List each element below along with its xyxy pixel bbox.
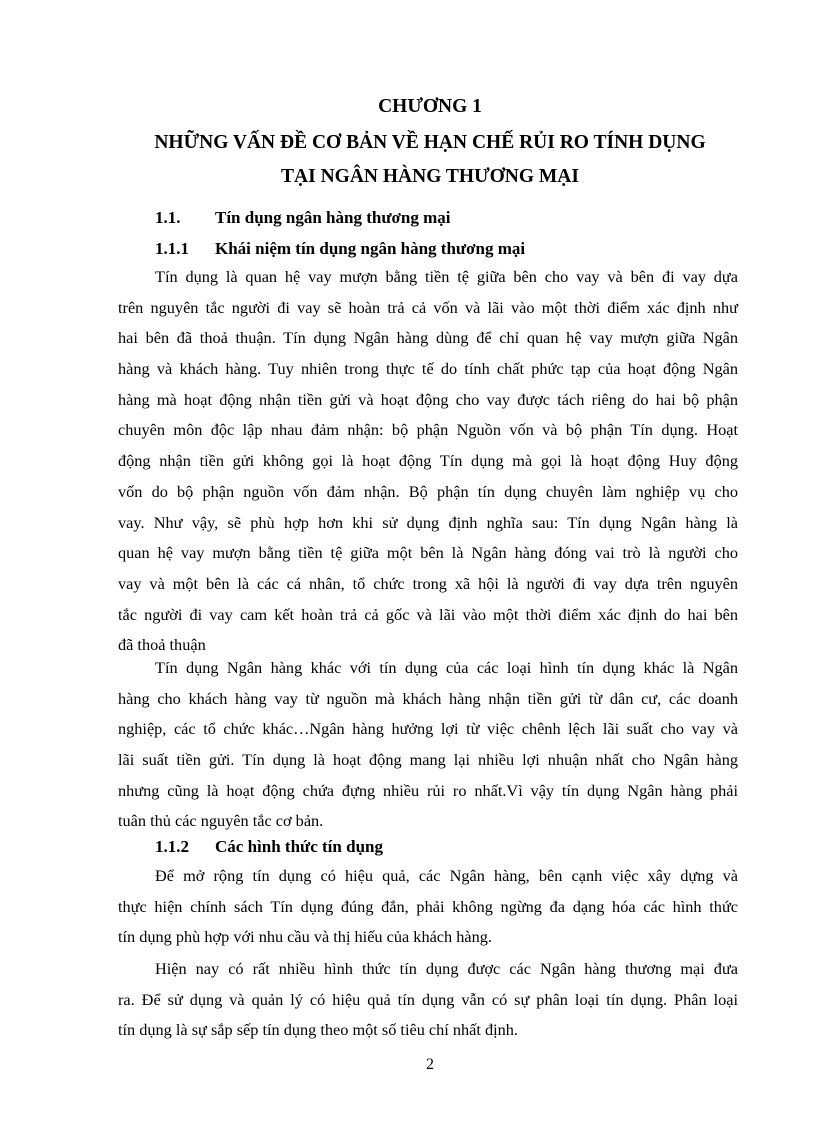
section-number: 1.1.1	[155, 239, 189, 258]
text-line: thực hiện chính sách Tín dụng đúng đắn, phải không ngừng đa dạng hóa các hình thức	[118, 896, 738, 916]
section-title: Tín dụng ngân hàng thương mại	[215, 208, 451, 227]
text-line: tuân thủ các nguyên tắc cơ bản.	[118, 811, 324, 831]
paragraph-difference	[118, 653, 738, 837]
text-line: quan hệ vay mượn bằng tiền tệ giữa một bên là Ngân hàng đóng vai trò là người cho	[118, 543, 738, 563]
text-line: tín dụng là sự sắp sếp tín dụng theo một số tiêu chí nhất định.	[118, 1020, 518, 1040]
text-line: lãi suất tiền gửi. Tín dụng là hoạt động mang lại nhiều lợi nhuận nhất cho Ngân hàng	[118, 750, 738, 770]
section-title: Khái niệm tín dụng ngân hàng thương mại	[215, 239, 526, 258]
chapter-title-line2: TẠI NGÂN HÀNG THƯƠNG MẠI	[281, 166, 579, 187]
section-number: 1.1.2	[155, 837, 189, 856]
text-line: đã thoả thuận	[118, 635, 206, 655]
section-title: Các hình thức tín dụng	[215, 837, 383, 856]
text-line: vốn do bộ phận nguồn vốn đảm nhận. Bộ phận tín dụng chuyên làm nghiệp vụ cho	[118, 481, 738, 501]
text-line: nghiệp, các tổ chức khác…Ngân hàng hưởng lợi từ việc chênh lệch lãi suất cho vay và	[118, 719, 738, 739]
text-line: hàng mà hoạt động nhận tiền gửi và hoạt động cho vay được tách riêng do hai bộ phận	[118, 389, 738, 409]
text-line: tín dụng phù hợp với nhu cầu và thị hiếu của khách hàng.	[118, 927, 492, 947]
text-line: ra. Để sử dụng và quản lý có hiệu quả tín dụng vẫn có sự phân loại tín dụng. Phân loại	[118, 989, 738, 1009]
text-line: Tín dụng Ngân hàng khác với tín dụng của các loại hình tín dụng khác là Ngân	[155, 658, 738, 677]
text-line: vay. Như vậy, sẽ phù hợp hơn khi sử dụng định nghĩa sau: Tín dụng Ngân hàng là	[118, 512, 738, 532]
page-number: 2	[426, 1056, 434, 1073]
text-line: Hiện nay có rất nhiều hình thức tín dụng được các Ngân hàng thương mại đưa	[155, 959, 738, 978]
text-line: vay và một bên là các cá nhân, tổ chức trong xã hội là người đi vay dựa trên nguyên	[118, 573, 738, 593]
text-line: hàng và khách hàng. Tuy nhiên trong thực tế do tính chất phức tạp của hoạt động Ngân	[118, 359, 738, 379]
chapter-label: CHƯƠNG 1	[378, 96, 482, 117]
text-line: động nhận tiền gửi không gọi là hoạt động Tín dụng mà gọi là hoạt động Huy động	[118, 451, 738, 471]
text-line: Để mở rộng tín dụng có hiệu quả, các Ngân hàng, bên cạnh việc xây dựng và	[155, 866, 738, 885]
text-line: hàng cho khách hàng vay từ nguồn mà khách hàng nhận tiền gửi từ dân cư, các doanh	[118, 688, 738, 708]
section-number: 1.1.	[155, 208, 181, 227]
paragraph-forms	[118, 954, 738, 1046]
text-line: trên nguyên tắc người đi vay sẽ hoàn trả cả vốn và lãi vào một thời điểm xác định như	[118, 297, 738, 317]
text-line: Tín dụng là quan hệ vay mượn bằng tiền tệ giữa bên cho vay và bên đi vay dựa	[155, 267, 738, 286]
text-line: tắc người đi vay cam kết hoàn trả cả gốc và lãi vào một thời điểm xác định do hai bên	[118, 604, 738, 624]
paragraph-definition	[118, 262, 738, 661]
paragraph-expansion	[118, 861, 738, 953]
chapter-title-line1: NHỮNG VẤN ĐỀ CƠ BẢN VỀ HẠN CHẾ RỦI RO TÍNH DỤNG	[154, 132, 706, 153]
text-line: chuyên môn độc lập nhau đảm nhận: bộ phận Nguồn vốn và bộ phận Tín dụng. Hoạt	[118, 420, 738, 440]
text-line: nhưng cũng là hoạt động chứa đựng nhiều rủi ro nhất.Vì vậy tín dụng Ngân hàng phải	[118, 780, 738, 800]
text-line: hai bên đã thoả thuận. Tín dụng Ngân hàng dùng để chỉ quan hệ vay mượn giữa Ngân	[118, 328, 738, 348]
